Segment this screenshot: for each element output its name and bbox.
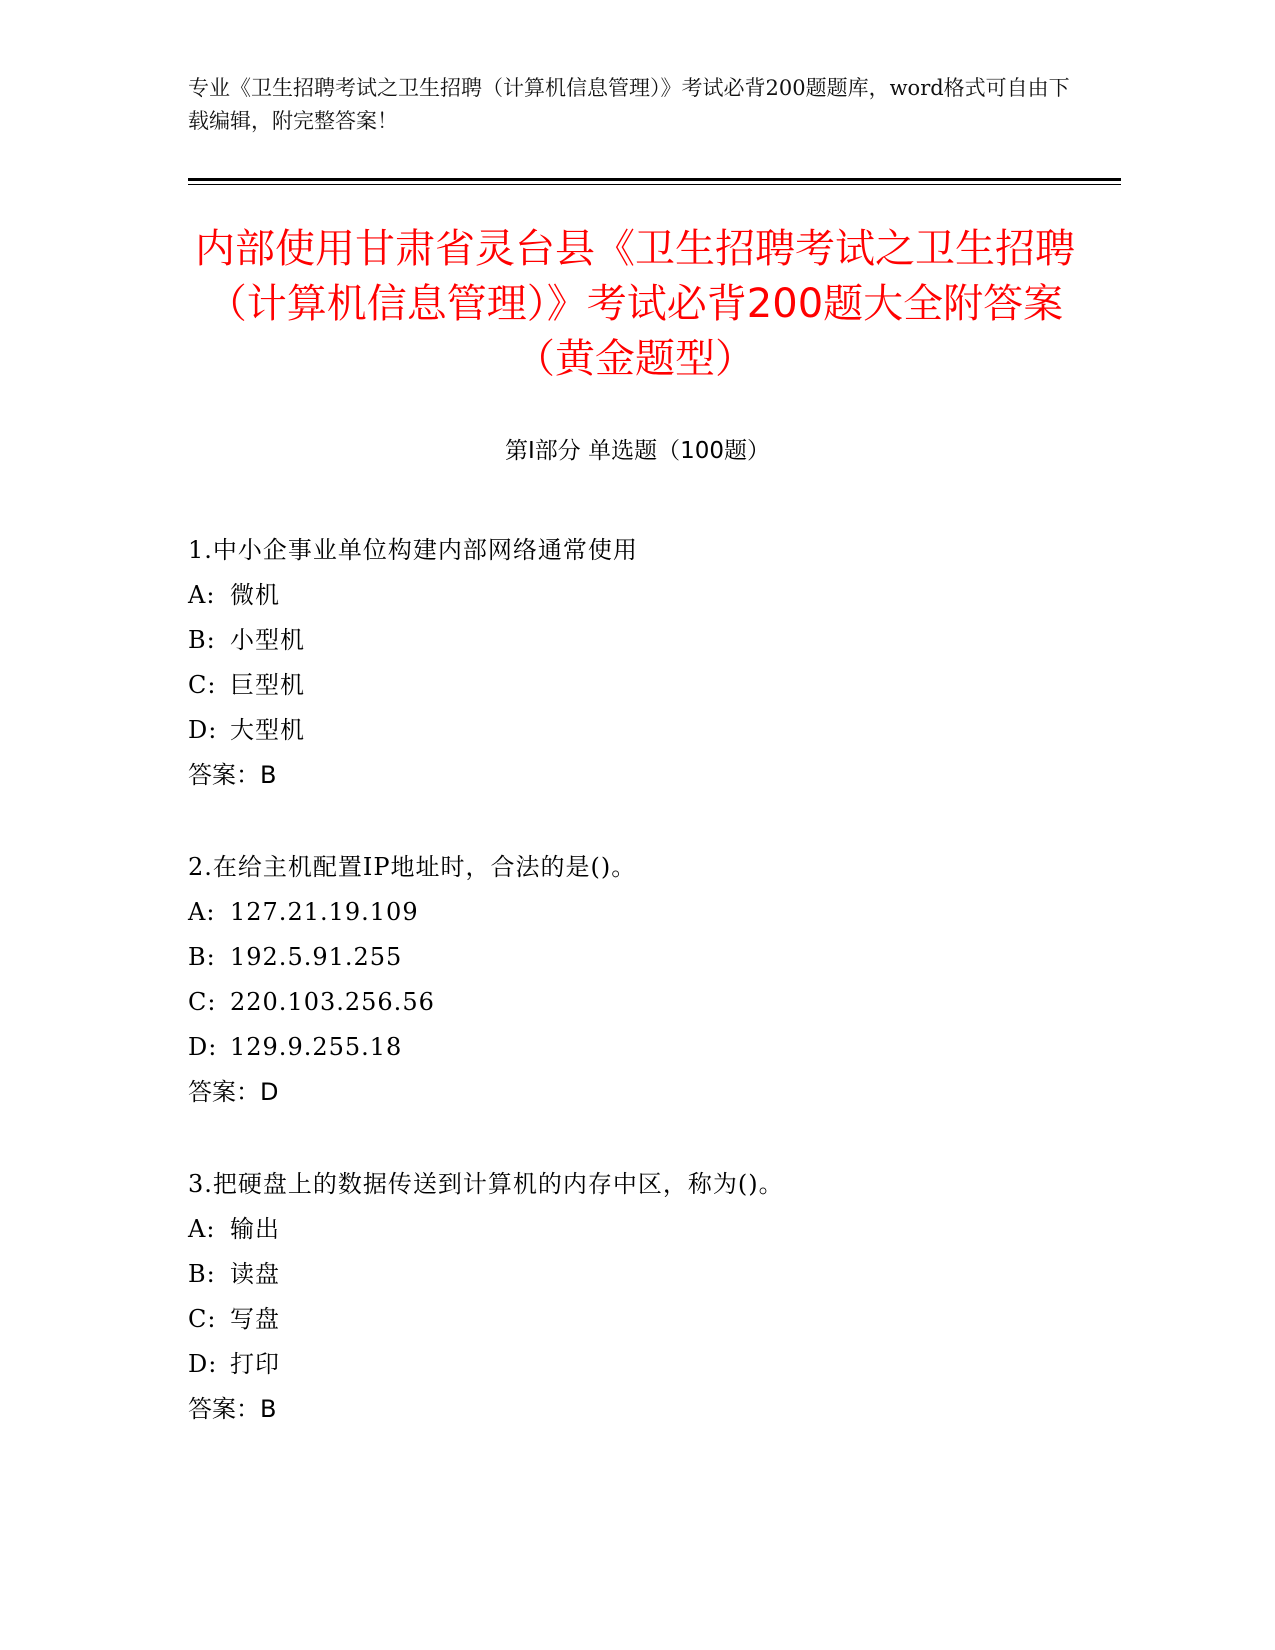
option-label: B: bbox=[188, 943, 216, 971]
option-text: 输出 bbox=[230, 1215, 280, 1243]
question-stem: 2.在给主机配置IP地址时，合法的是()。 bbox=[188, 853, 637, 881]
option-d bbox=[188, 1025, 1138, 1070]
option-label: C: bbox=[188, 988, 217, 1016]
header-note: 专业《卫生招聘考试之卫生招聘（计算机信息管理）》考试必背200题题库，word格式可自由下载编辑，附完整答案！ bbox=[188, 76, 1070, 133]
header-rule-thin bbox=[188, 184, 1121, 185]
option-label: A: bbox=[188, 581, 216, 609]
option-a bbox=[188, 573, 1138, 618]
option-label: A: bbox=[188, 1215, 216, 1243]
option-text: 打印 bbox=[230, 1350, 280, 1378]
option-label: B: bbox=[188, 1260, 216, 1288]
option-text: 微机 bbox=[230, 581, 280, 609]
document-title: 内部使用甘肃省灵台县《卫生招聘考试之卫生招聘（计算机信息管理）》考试必背200题大全附答案（黄金题型） bbox=[195, 226, 1075, 382]
option-text: 写盘 bbox=[230, 1305, 280, 1333]
option-label: D: bbox=[188, 1350, 218, 1378]
question-2 bbox=[188, 845, 1138, 1115]
option-d bbox=[188, 1342, 1138, 1387]
header-rule-thick bbox=[188, 178, 1121, 181]
option-b bbox=[188, 1252, 1138, 1297]
option-text: 220.103.256.56 bbox=[230, 988, 435, 1016]
answer-line: 答案：B bbox=[188, 761, 277, 789]
option-b bbox=[188, 618, 1138, 663]
option-label: D: bbox=[188, 716, 218, 744]
option-c bbox=[188, 980, 1138, 1025]
option-text: 巨型机 bbox=[230, 671, 305, 699]
question-1 bbox=[188, 528, 1138, 798]
option-label: D: bbox=[188, 1033, 218, 1061]
option-b bbox=[188, 935, 1138, 980]
option-a bbox=[188, 890, 1138, 935]
option-a bbox=[188, 1207, 1138, 1252]
question-stem: 3.把硬盘上的数据传送到计算机的内存中区，称为()。 bbox=[188, 1170, 784, 1198]
question-stem: 1.中小企事业单位构建内部网络通常使用 bbox=[188, 536, 638, 564]
option-text: 大型机 bbox=[230, 716, 305, 744]
answer-line: 答案：D bbox=[188, 1078, 279, 1106]
option-text: 127.21.19.109 bbox=[230, 898, 419, 926]
option-text: 129.9.255.18 bbox=[230, 1033, 403, 1061]
option-label: C: bbox=[188, 671, 217, 699]
option-text: 读盘 bbox=[230, 1260, 280, 1288]
section-title: 第Ⅰ部分 单选题（100题） bbox=[505, 438, 770, 464]
option-d bbox=[188, 708, 1138, 753]
option-label: C: bbox=[188, 1305, 217, 1333]
option-text: 小型机 bbox=[230, 626, 305, 654]
question-list bbox=[188, 528, 1138, 1432]
option-label: A: bbox=[188, 898, 216, 926]
option-label: B: bbox=[188, 626, 216, 654]
question-3 bbox=[188, 1162, 1138, 1432]
option-c bbox=[188, 1297, 1138, 1342]
option-text: 192.5.91.255 bbox=[230, 943, 403, 971]
answer-line: 答案：B bbox=[188, 1395, 277, 1423]
option-c bbox=[188, 663, 1138, 708]
